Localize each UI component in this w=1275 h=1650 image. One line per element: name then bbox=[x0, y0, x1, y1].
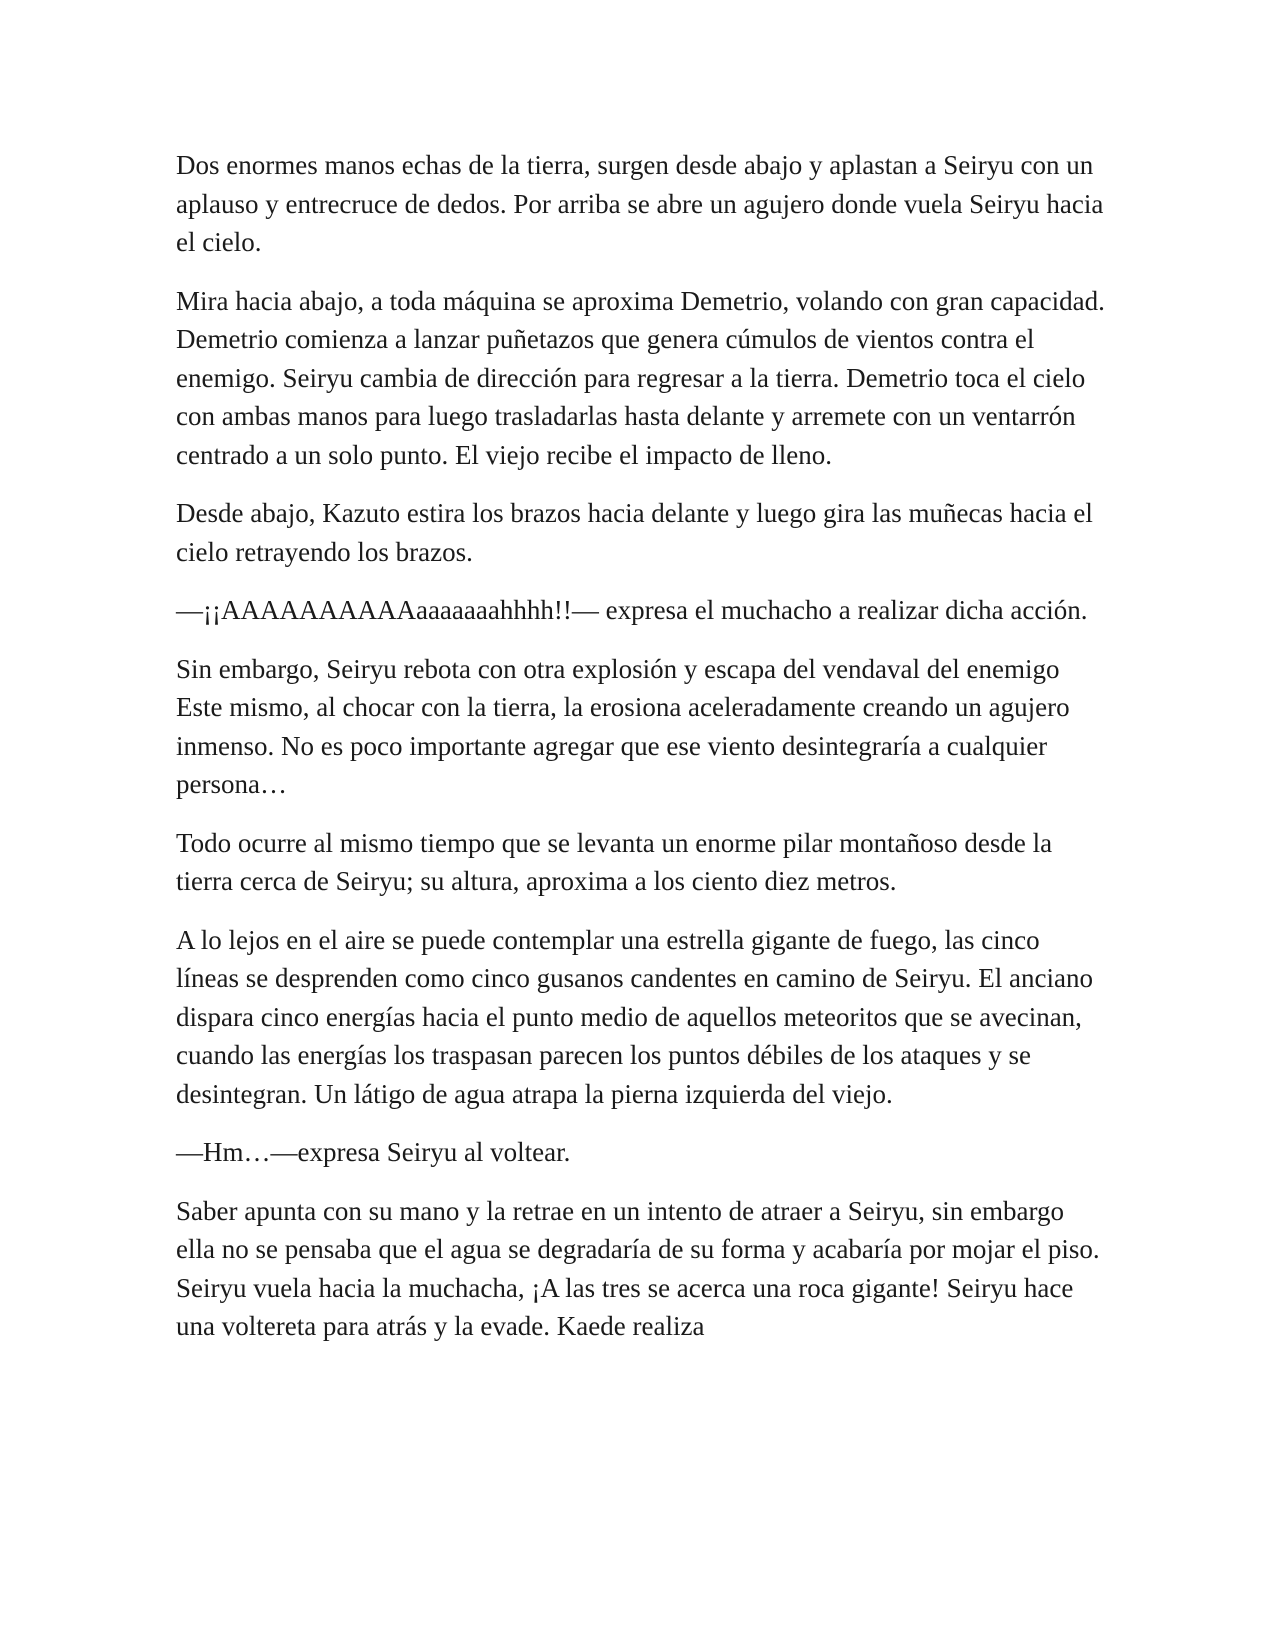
paragraph: A lo lejos en el aire se puede contemplar una estrella gigante de fuego, las cinco líneas se desprenden como cinco gusanos candentes en camino de Seiryu. El anciano dispara cinco energías hacia el punto medio de aquellos meteoritos que se avecinan, cuando las energías los traspasan parecen los puntos débiles de los ataques y se desintegran. Un látigo de agua atrapa la pierna izquierda del viejo. bbox=[176, 924, 1093, 1109]
paragraph: Saber apunta con su mano y la retrae en un intento de atraer a Seiryu, sin embargo ella no se pensaba que el agua se degradaría de su forma y acabaría por mojar el piso. Seiryu vuela hacia la muchacha, ¡A las tres se acerca una roca gigante! Seiryu hace una voltereta para atrás y la evade. Kaede realiza bbox=[176, 1195, 1100, 1341]
document-page bbox=[176, 146, 1106, 1366]
paragraph: Mira hacia abajo, a toda máquina se aproxima Demetrio, volando con gran capacidad. Demetrio comienza a lanzar puñetazos que genera cúmulos de vientos contra el enemigo. Seiryu cambia de dirección para regresar a la tierra. Demetrio toca el cielo con ambas manos para luego trasladarlas hasta delante y arremete con un ventarrón centrado a un solo punto. El viejo recibe el impacto de lleno. bbox=[176, 285, 1105, 470]
paragraph: Desde abajo, Kazuto estira los brazos hacia delante y luego gira las muñecas hacia el cielo retrayendo los brazos. bbox=[176, 498, 1093, 567]
paragraph: Sin embargo, Seiryu rebota con otra explosión y escapa del vendaval del enemigo Este mismo, al chocar con la tierra, la erosiona aceleradamente creando un agujero inmenso. No es poco importante agregar que ese viento desintegraría a cualquier persona… bbox=[176, 653, 1070, 799]
paragraph: Todo ocurre al mismo tiempo que se levanta un enorme pilar montañoso desde la tierra cerca de Seiryu; su altura, aproxima a los ciento diez metros. bbox=[176, 827, 1053, 896]
paragraph: Dos enormes manos echas de la tierra, surgen desde abajo y aplastan a Seiryu con un aplauso y entrecruce de dedos. Por arriba se abre un agujero donde vuela Seiryu hacia el cielo. bbox=[176, 150, 1104, 257]
paragraph: —Hm…—expresa Seiryu al voltear. bbox=[176, 1137, 571, 1167]
paragraph: —¡¡AAAAAAAAAAaaaaaaahhhh!!— expresa el muchacho a realizar dicha acción. bbox=[176, 595, 1088, 625]
